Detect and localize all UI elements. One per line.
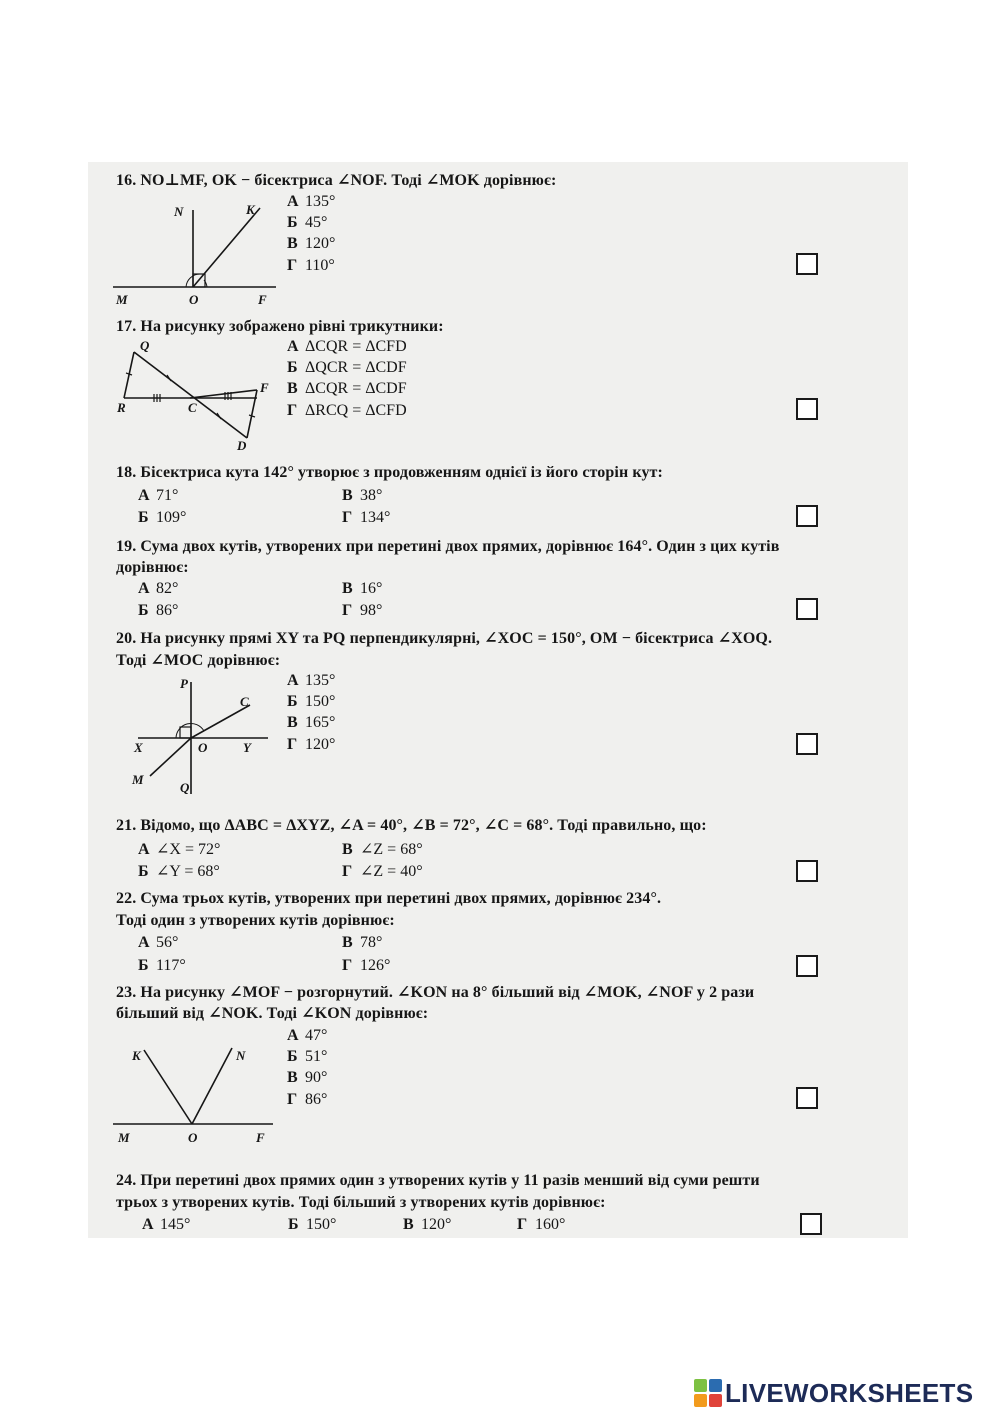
q20-figure xyxy=(128,672,278,797)
q18-option-d: Г 134° xyxy=(342,509,391,526)
q24-option-a: А 145° xyxy=(142,1216,191,1233)
q16-answer-box[interactable] xyxy=(796,253,818,275)
q23-answer-box[interactable] xyxy=(796,1087,818,1109)
q16-label-f: F xyxy=(258,292,267,307)
q20-label-y: Y xyxy=(243,740,251,755)
q20-option-d: Г 120° xyxy=(287,736,336,753)
q22-option-b: Б 117° xyxy=(138,957,186,974)
q17-label-q: Q xyxy=(140,338,150,353)
q17-label-c: C xyxy=(188,400,197,415)
q23-option-a: А 47° xyxy=(287,1027,328,1044)
q20-label-x: X xyxy=(134,740,143,755)
q20-answer-box[interactable] xyxy=(796,733,818,755)
question-17-text: 17. На рисунку зображено рівні трикутники: xyxy=(116,318,444,335)
q16-option-d: Г 110° xyxy=(287,257,335,274)
q23-option-d: Г 86° xyxy=(287,1091,328,1108)
question-19-text-line1: 19. Сума двох кутів, утворених при перетині двох прямих, дорівнює 164°. Один з цих кутів xyxy=(116,538,780,555)
q20-label-q: Q xyxy=(180,780,190,795)
q23-label-k: K xyxy=(132,1048,141,1063)
q23-option-b: Б 51° xyxy=(287,1048,328,1065)
q16-option-c: В 120° xyxy=(287,235,336,252)
q22-option-d: Г 126° xyxy=(342,957,391,974)
q17-option-b: Б ΔQCR = ΔCDF xyxy=(287,359,407,376)
question-20-text-line2: Тоді ∠MOC дорівнює: xyxy=(116,652,281,669)
q21-option-a: А ∠X = 72° xyxy=(138,841,221,858)
question-23-text-line2: більший від ∠NOK. Тоді ∠KON дорівнює: xyxy=(116,1005,429,1022)
q19-option-d: Г 98° xyxy=(342,602,383,619)
question-23-text-line1: 23. На рисунку ∠MOF − розгорнутий. ∠KON на 8° більший від ∠MOK, ∠NOF у 2 рази xyxy=(116,984,755,1001)
q22-answer-box[interactable] xyxy=(796,955,818,977)
q20-label-p: P xyxy=(180,676,188,691)
q24-option-c: В 120° xyxy=(403,1216,452,1233)
q17-figure xyxy=(112,338,282,453)
question-19-text-line2: дорівнює: xyxy=(116,559,189,576)
q21-option-d: Г ∠Z = 40° xyxy=(342,863,423,880)
q24-option-b: Б 150° xyxy=(288,1216,337,1233)
q20-option-a: А 135° xyxy=(287,672,336,689)
question-22-text-line2: Тоді один з утворених кутів дорівнює: xyxy=(116,912,395,929)
q17-label-d: D xyxy=(237,438,247,453)
q19-option-c: В 16° xyxy=(342,580,383,597)
q16-label-k: K xyxy=(246,202,255,217)
q21-option-c: В ∠Z = 68° xyxy=(342,841,423,858)
q20-option-c: В 165° xyxy=(287,714,336,731)
q17-answer-box[interactable] xyxy=(796,398,818,420)
liveworksheets-logo-icon xyxy=(693,1378,723,1408)
q20-label-m: M xyxy=(132,772,144,787)
question-20-text-line1: 20. На рисунку прямі XY та PQ перпендикулярні, ∠XOC = 150°, OM − бісектриса ∠XOQ. xyxy=(116,630,773,647)
question-16-text: 16. NO⊥MF, OK − бісектриса ∠NOF. Тоді ∠MOK дорівнює: xyxy=(116,172,557,189)
q16-option-a: А 135° xyxy=(287,193,336,210)
q16-label-n: N xyxy=(174,204,184,219)
q17-option-d: Г ΔRCQ = ΔCFD xyxy=(287,402,407,419)
q19-option-b: Б 86° xyxy=(138,602,179,619)
q23-label-n: N xyxy=(236,1048,246,1063)
q24-answer-box[interactable] xyxy=(800,1213,822,1235)
question-21-text: 21. Відомо, що ΔABC = ΔXYZ, ∠A = 40°, ∠B = 72°, ∠C = 68°. Тоді правильно, що: xyxy=(116,817,707,834)
q20-label-c: C xyxy=(240,694,249,709)
q21-option-b: Б ∠Y = 68° xyxy=(138,863,220,880)
q19-option-a: А 82° xyxy=(138,580,179,597)
q21-answer-box[interactable] xyxy=(796,860,818,882)
q18-option-b: Б 109° xyxy=(138,509,187,526)
q20-option-b: Б 150° xyxy=(287,693,336,710)
q23-option-c: В 90° xyxy=(287,1069,328,1086)
q16-label-o: O xyxy=(189,292,199,307)
question-18-text: 18. Бісектриса кута 142° утворює з продовженням однієї із його сторін кут: xyxy=(116,464,663,481)
q16-label-m: M xyxy=(116,292,128,307)
q22-option-c: В 78° xyxy=(342,934,383,951)
liveworksheets-logo-text: LIVEWORKSHEETS xyxy=(725,1377,974,1408)
q20-label-o: O xyxy=(198,740,208,755)
liveworksheets-logo[interactable] xyxy=(693,1378,973,1408)
q23-figure xyxy=(108,1038,278,1148)
q17-option-a: А ΔCQR = ΔCFD xyxy=(287,338,407,355)
q17-label-f: F xyxy=(260,380,269,395)
q23-label-m: M xyxy=(118,1130,130,1145)
question-24-text-line1: 24. При перетині двох прямих один з утворених кутів у 11 разів менший від суми решти xyxy=(116,1172,760,1189)
q24-option-d: Г 160° xyxy=(517,1216,566,1233)
q19-answer-box[interactable] xyxy=(796,598,818,620)
q23-label-o: O xyxy=(188,1130,198,1145)
q22-option-a: А 56° xyxy=(138,934,179,951)
q23-label-f: F xyxy=(256,1130,265,1145)
q17-label-r: R xyxy=(117,400,126,415)
q16-figure xyxy=(108,198,278,308)
q17-option-c: В ΔCQR = ΔCDF xyxy=(287,380,407,397)
q18-option-a: А 71° xyxy=(138,487,179,504)
q18-option-c: В 38° xyxy=(342,487,383,504)
question-24-text-line2: трьох з утворених кутів. Тоді більший з утворених кутів дорівнює: xyxy=(116,1194,606,1211)
question-22-text-line1: 22. Сума трьох кутів, утворених при перетині двох прямих, дорівнює 234°. xyxy=(116,890,662,907)
q18-answer-box[interactable] xyxy=(796,505,818,527)
q16-option-b: Б 45° xyxy=(287,214,328,231)
